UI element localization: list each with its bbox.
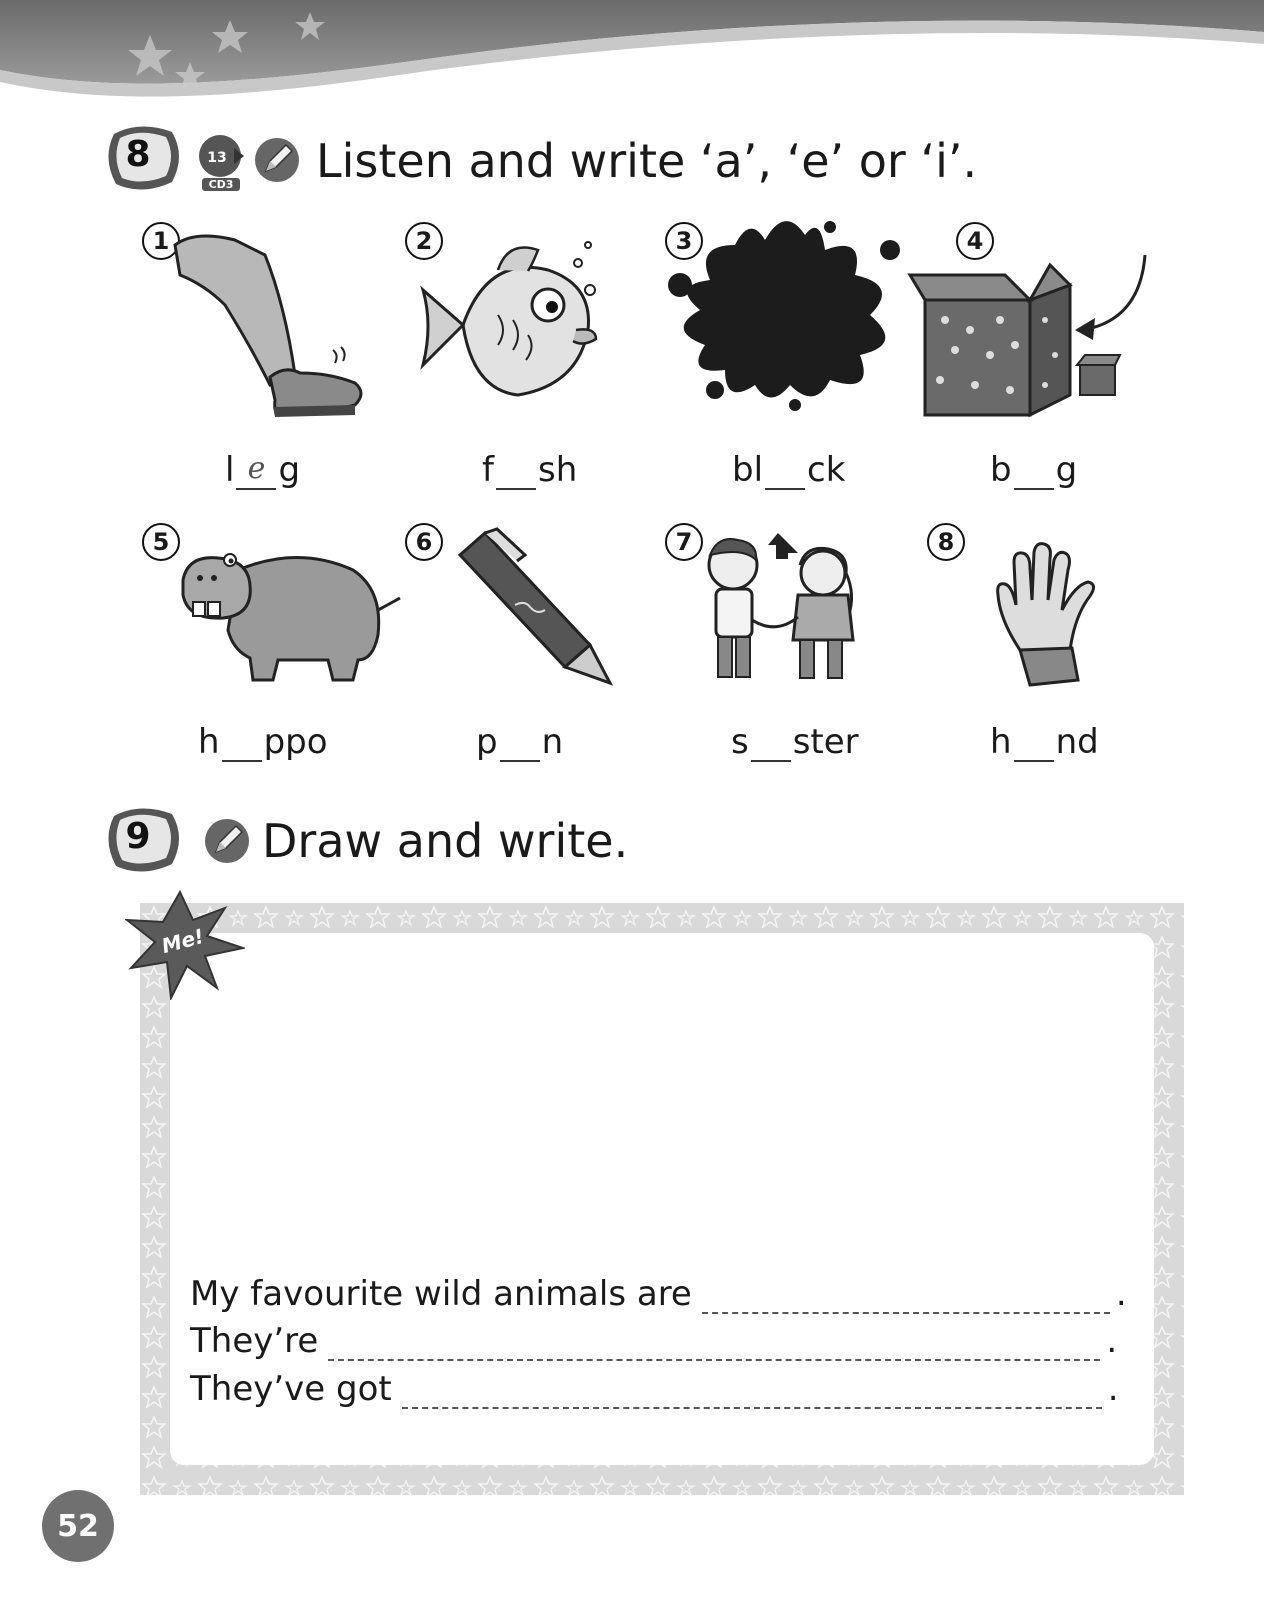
item-number: 4	[956, 222, 994, 260]
word-item-2	[482, 450, 577, 490]
answer-text: e	[247, 451, 266, 486]
word-prefix: bl	[732, 450, 764, 490]
header-banner	[0, 0, 1264, 110]
item-number: 5	[142, 523, 180, 561]
word-suffix: g	[278, 450, 301, 490]
black-splat-picture	[655, 205, 915, 420]
hippo-picture	[178, 540, 408, 690]
answer-blank[interactable]	[500, 730, 540, 762]
word-item-6	[476, 722, 563, 762]
word-prefix: h	[990, 722, 1012, 762]
word-item-4	[990, 450, 1077, 490]
write-line[interactable]	[702, 1288, 1110, 1314]
answer-blank[interactable]	[496, 458, 536, 490]
item-number: 6	[405, 523, 443, 561]
sentence-prompt: My favourite wild animals are	[190, 1274, 692, 1314]
answer-blank[interactable]	[1014, 458, 1054, 490]
word-prefix: h	[198, 722, 220, 762]
sentence-prompt: They’re	[190, 1321, 319, 1361]
word-prefix: l	[225, 450, 235, 490]
word-prefix: p	[476, 722, 498, 762]
item-number: 2	[405, 222, 443, 260]
pencil-icon	[204, 818, 250, 864]
word-item-8	[990, 722, 1099, 762]
write-line[interactable]	[402, 1383, 1102, 1409]
page-number: 52	[42, 1490, 114, 1562]
word-item-1	[225, 450, 300, 490]
item-number: 8	[927, 523, 965, 561]
word-prefix: b	[990, 450, 1012, 490]
pen-picture	[445, 525, 625, 695]
fish-picture	[418, 235, 613, 410]
word-suffix: ster	[792, 722, 859, 762]
me-star-badge	[125, 890, 245, 1000]
answer-blank[interactable]	[1014, 730, 1054, 762]
exercise-9-badge	[106, 806, 184, 876]
sentence-line-1	[190, 1274, 1127, 1314]
item-number: 1	[142, 222, 180, 260]
word-suffix: ck	[807, 450, 846, 490]
word-item-3	[732, 450, 845, 490]
exercise-9-instruction: Draw and write.	[262, 814, 629, 868]
word-item-7	[731, 722, 859, 762]
write-line[interactable]	[328, 1335, 1100, 1361]
sentence-period: .	[1107, 1369, 1119, 1409]
word-suffix: sh	[537, 450, 578, 490]
audio-track-number: 13	[207, 150, 227, 166]
item-number: 3	[665, 222, 703, 260]
big-box-picture	[905, 250, 1160, 420]
sentence-line-3	[190, 1369, 1119, 1409]
word-suffix: nd	[1055, 722, 1099, 762]
exercise-8-badge	[106, 124, 184, 194]
exercise-8-number: 8	[125, 133, 151, 175]
sentence-line-2	[190, 1321, 1117, 1361]
sister-picture	[688, 525, 878, 690]
hand-picture	[990, 540, 1110, 690]
word-suffix: n	[541, 722, 564, 762]
word-suffix: g	[1055, 450, 1078, 490]
audio-cd-label: CD3	[208, 178, 234, 191]
word-item-5	[198, 722, 328, 762]
sentence-period: .	[1106, 1321, 1118, 1361]
sentence-period: .	[1115, 1274, 1127, 1314]
answer-blank[interactable]	[765, 458, 805, 490]
answer-blank[interactable]	[751, 730, 791, 762]
audio-cd-icon[interactable]	[196, 134, 248, 192]
answer-blank[interactable]	[222, 730, 262, 762]
word-prefix: s	[731, 722, 749, 762]
exercise-9-number: 9	[125, 815, 151, 857]
leg-picture	[155, 225, 375, 430]
sentence-prompt: They’ve got	[190, 1369, 392, 1409]
exercise-8-instruction: Listen and write ‘a’, ‘e’ or ‘i’.	[316, 134, 978, 188]
pencil-icon	[254, 137, 300, 183]
word-suffix: ppo	[263, 722, 328, 762]
word-prefix: f	[482, 450, 494, 490]
item-number: 7	[665, 523, 703, 561]
me-label: Me!	[159, 923, 207, 959]
answer-blank[interactable]	[236, 451, 276, 490]
